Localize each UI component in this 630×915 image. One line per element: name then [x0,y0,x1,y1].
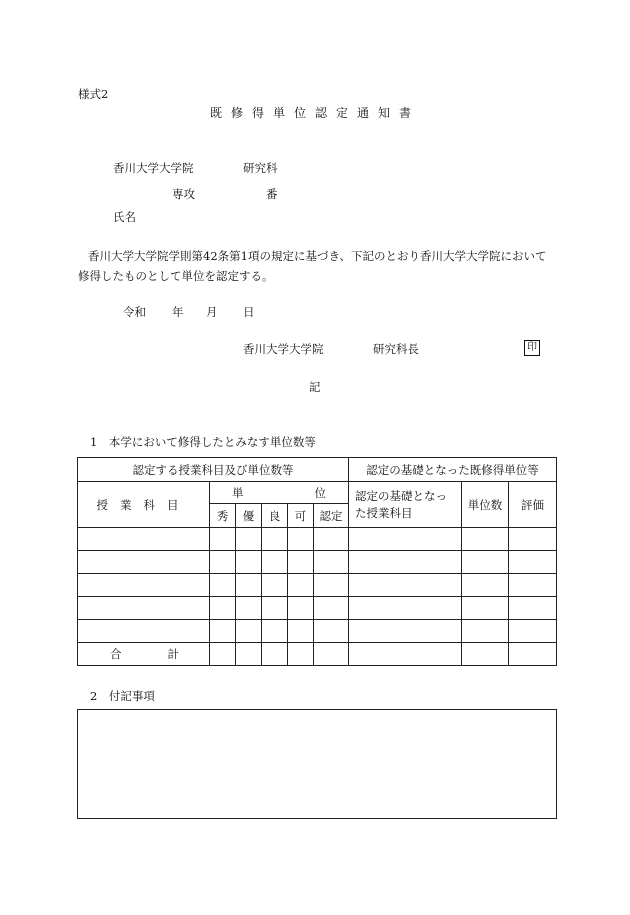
grade-ka: 可 [288,504,314,528]
issuer-university: 香川大学大学院 [243,342,324,356]
col-evaluation: 評価 [509,482,557,528]
form-number: 様式2 [78,87,109,101]
university-name: 香川大学大学院 [113,161,194,175]
credit-table [77,457,557,666]
section1-heading: 1 本学において修得したとみなす単位数等 [90,435,316,449]
col-credits: 単位数 [462,482,509,528]
document-title: 既修得単位認定通知書 [209,106,420,120]
total-row [78,643,557,666]
col-basis-course: 認定の基礎となっ た授業科目 [349,482,462,528]
certification-paragraph: 香川大学大学院学則第42条第1項の規定に基づき、下記のとおり香川大学大学院において修得したものとして単位を認定する。 [78,249,547,283]
section2-heading: 2 付記事項 [90,689,155,703]
remarks-box [77,709,557,819]
col-unit-a: 単 [232,485,244,500]
table-row [78,597,557,620]
header-basis-credits: 認定の基礎となった既修得単位等 [349,458,557,482]
date-month: 月 [206,305,218,319]
table-row [78,551,557,574]
total-label: 合 計 [78,643,210,666]
table-row [78,620,557,643]
major-label: 専攻 [172,187,195,201]
date-day: 日 [243,305,255,319]
grade-shu: 秀 [210,504,236,528]
col-course: 授業科目 [78,482,210,528]
date-year: 年 [172,305,184,319]
date-era: 令和 [123,305,146,319]
name-label: 氏名 [113,210,136,224]
student-number-label: 番 [266,187,278,201]
grade-ryo: 良 [262,504,288,528]
issuer-dean: 研究科長 [373,342,419,356]
col-unit-group [210,482,349,504]
grade-yu: 優 [236,504,262,528]
col-unit-b: 位 [314,485,326,500]
seal-mark: 印 [524,340,540,356]
graduate-school-label: 研究科 [243,161,278,175]
ki-heading: 記 [309,380,321,394]
table-row [78,528,557,551]
table-row [78,574,557,597]
header-recognized-courses: 認定する授業科目及び単位数等 [78,458,349,482]
grade-nintei: 認定 [314,504,349,528]
